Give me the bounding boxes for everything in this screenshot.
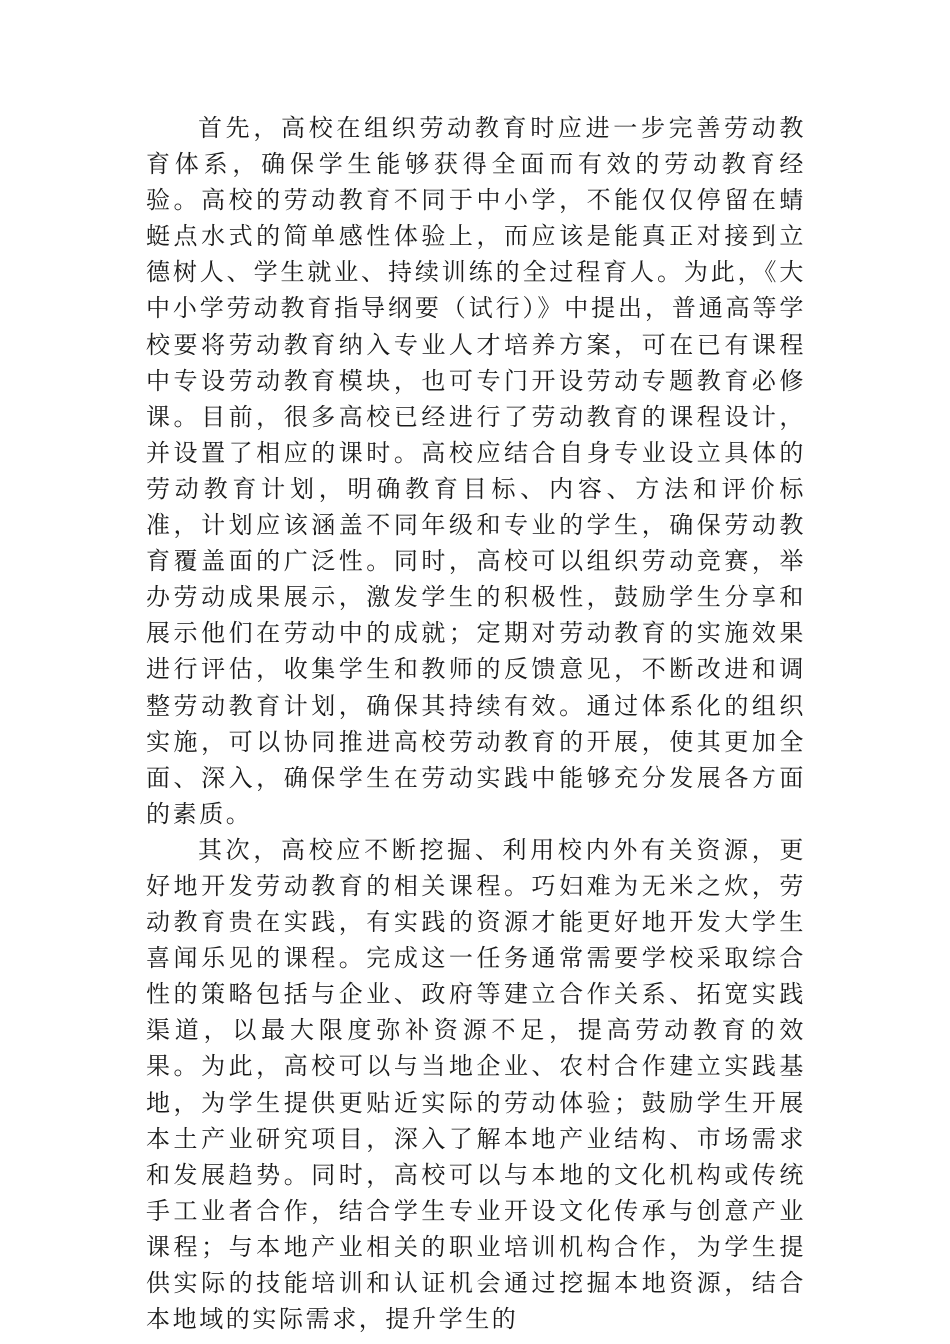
body-text bbox=[146, 110, 806, 1337]
paragraph-1: 首先，高校在组织劳动教育时应进一步完善劳动教育体系，确保学生能够获得全面而有效的劳动教育经验。高校的劳动教育不同于中小学，不能仅仅停留在蜻蜓点水式的简单感性体验上，而应该是能真正对接到立德树人、学生就业、持续训练的全过程育人。为此，《大中小学劳动教育指导纲要（试行）》中提出，普通高等学校要将劳动教育纳入专业人才培养方案，可在已有课程中专设劳动教育模块，也可专门开设劳动专题教育必修课。目前，很多高校已经进行了劳动教育的课程设计，并设置了相应的课时。高校应结合自身专业设立具体的劳动教育计划，明确教育目标、内容、方法和评价标准，计划应该涵盖不同年级和专业的学生，确保劳动教育覆盖面的广泛性。同时，高校可以组织劳动竞赛，举办劳动成果展示，激发学生的积极性，鼓励学生分享和展示他们在劳动中的成就；定期对劳动教育的实施效果进行评估，收集学生和教师的反馈意见，不断改进和调整劳动教育计划，确保其持续有效。通过体系化的组织实施，可以协同推进高校劳动教育的开展，使其更加全面、深入，确保学生在劳动实践中能够充分发展各方面的素质。 bbox=[146, 114, 806, 828]
paragraph-2: 其次，高校应不断挖掘、利用校内外有关资源，更好地开发劳动教育的相关课程。巧妇难为无米之炊，劳动教育贵在实践，有实践的资源才能更好地开发大学生喜闻乐见的课程。完成这一任务通常需要学校采取综合性的策略包括与企业、政府等建立合作关系、拓宽实践渠道，以最大限度弥补资源不足，提高劳动教育的效果。为此，高校可以与当地企业、农村合作建立实践基地，为学生提供更贴近实际的劳动体验；鼓励学生开展本土产业研究项目，深入了解本地产业结构、市场需求和发展趋势。同时，高校可以与本地的文化机构或传统手工业者合作，结合学生专业开设文化传承与创意产业课程；与本地产业相关的职业培训机构合作，为学生提供实际的技能培训和认证机会通过挖掘本地资源，结合本地域的实际需求，提升学生的 bbox=[146, 835, 806, 1334]
